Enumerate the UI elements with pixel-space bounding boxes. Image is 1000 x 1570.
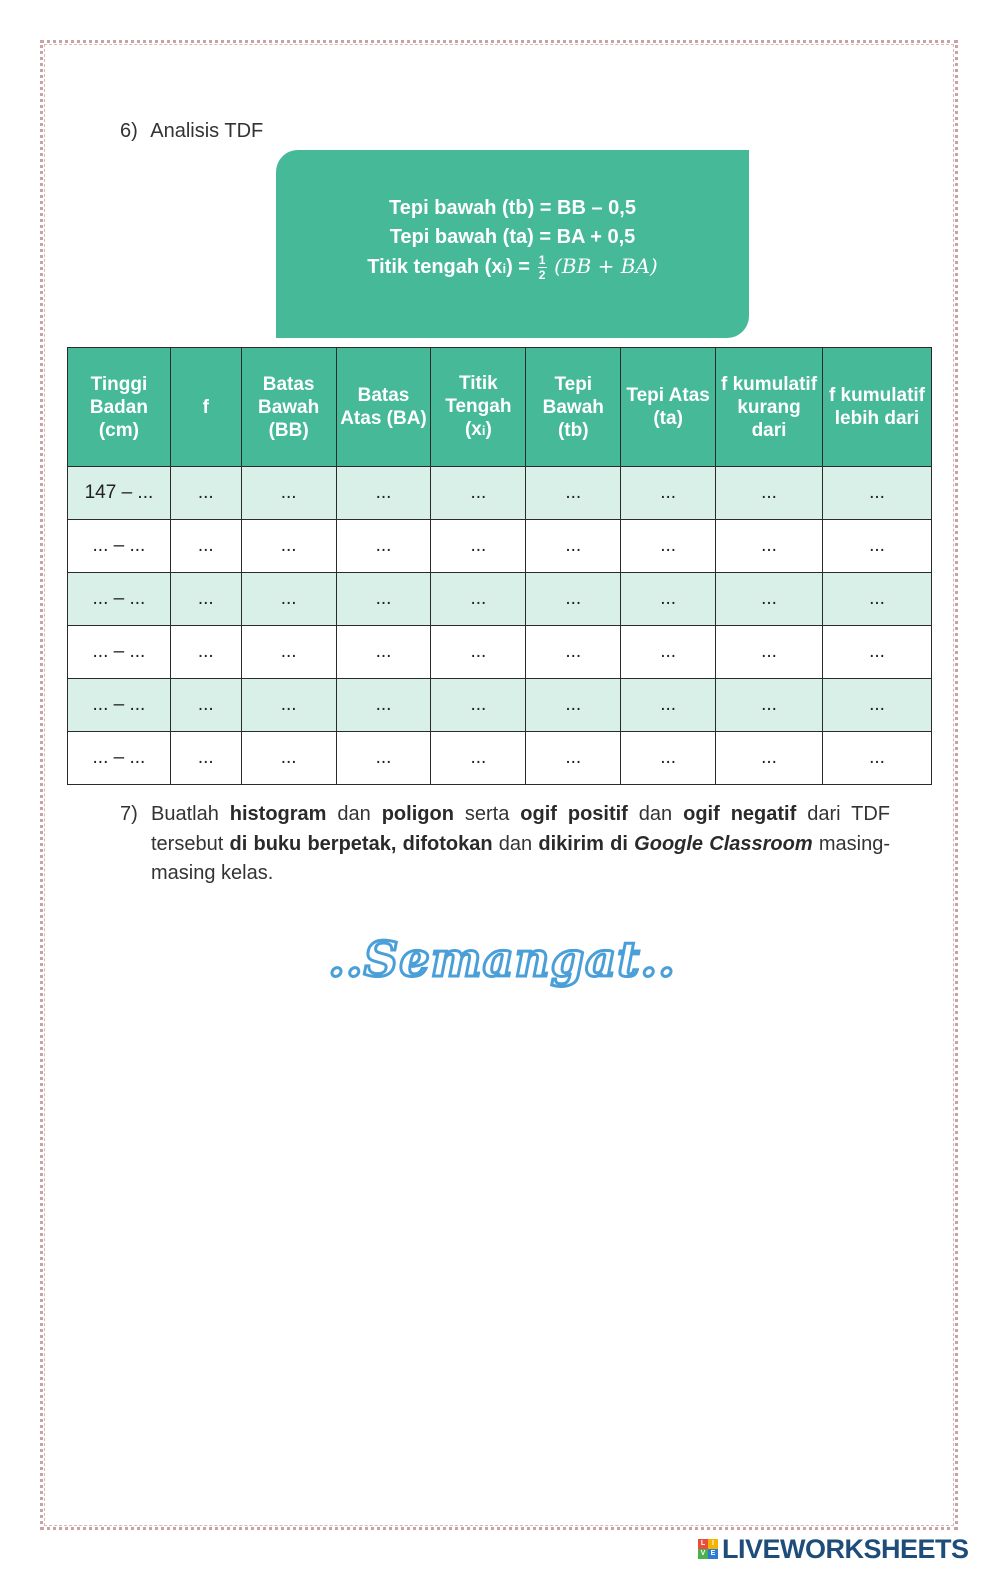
height-class-cell[interactable]: ... – ... bbox=[68, 520, 171, 573]
formula-expression: (BB + BA) bbox=[554, 254, 658, 278]
fraction-denominator: 2 bbox=[538, 268, 546, 283]
liveworksheets-logo bbox=[698, 1534, 969, 1564]
formula-titik-tengah-label: Titik tengah (x bbox=[367, 256, 503, 278]
answer-cell[interactable]: ... bbox=[431, 626, 526, 679]
answer-cell[interactable]: ... bbox=[431, 573, 526, 626]
answer-cell[interactable]: ... bbox=[716, 520, 823, 573]
column-header: Titik Tengah (xi) bbox=[431, 348, 526, 467]
answer-cell[interactable]: ... bbox=[241, 520, 336, 573]
column-header: Batas Atas (BA) bbox=[336, 348, 431, 467]
column-header: Batas Bawah (BB) bbox=[241, 348, 336, 467]
liveworksheets-logo-text: LIVEWORKSHEETS bbox=[722, 1533, 969, 1564]
section-6-number: 6) bbox=[120, 120, 138, 142]
logo-icon-letter: E bbox=[708, 1549, 718, 1559]
answer-cell[interactable]: ... bbox=[431, 467, 526, 520]
table-header-row bbox=[68, 348, 932, 467]
column-header: Tepi Atas (ta) bbox=[621, 348, 716, 467]
answer-cell[interactable]: ... bbox=[336, 573, 431, 626]
formula-box bbox=[276, 150, 749, 338]
answer-cell[interactable]: ... bbox=[170, 573, 241, 626]
answer-cell[interactable]: ... bbox=[526, 467, 621, 520]
section-6-title: Analisis TDF bbox=[150, 120, 264, 142]
logo-icon-letter: V bbox=[698, 1549, 708, 1559]
answer-cell[interactable]: ... bbox=[822, 679, 931, 732]
answer-cell[interactable]: ... bbox=[822, 732, 931, 785]
answer-cell[interactable]: ... bbox=[170, 732, 241, 785]
answer-cell[interactable]: ... bbox=[716, 626, 823, 679]
answer-cell[interactable]: ... bbox=[822, 573, 931, 626]
height-class-cell[interactable]: ... – ... bbox=[68, 626, 171, 679]
semangat-decorative-text: ..Semangat.. bbox=[328, 932, 676, 988]
table-row bbox=[68, 732, 932, 785]
answer-cell[interactable]: ... bbox=[336, 679, 431, 732]
liveworksheets-logo-icon bbox=[698, 1539, 718, 1559]
answer-cell[interactable]: ... bbox=[336, 626, 431, 679]
answer-cell[interactable]: ... bbox=[621, 573, 716, 626]
answer-cell[interactable]: ... bbox=[621, 732, 716, 785]
answer-cell[interactable]: ... bbox=[526, 520, 621, 573]
answer-cell[interactable]: ... bbox=[526, 626, 621, 679]
table-row bbox=[68, 573, 932, 626]
answer-cell[interactable]: ... bbox=[716, 467, 823, 520]
answer-cell[interactable]: ... bbox=[241, 467, 336, 520]
answer-cell[interactable]: ... bbox=[431, 679, 526, 732]
answer-cell[interactable]: ... bbox=[170, 520, 241, 573]
answer-cell[interactable]: ... bbox=[170, 626, 241, 679]
section-7-text: Buatlah histogram dan poligon serta ogif positif dan ogif negatif dari TDF tersebut di buku berpetak, difotokan dan dikirim di Google Classroom masing-masing kelas. bbox=[151, 803, 891, 884]
section-7-number: 7) bbox=[120, 803, 138, 825]
formula-tepi-atas: Tepi bawah (ta) = BA + 0,5 bbox=[389, 226, 636, 248]
answer-cell[interactable]: ... bbox=[526, 573, 621, 626]
answer-cell[interactable]: ... bbox=[621, 679, 716, 732]
answer-cell[interactable]: ... bbox=[526, 679, 621, 732]
column-header: Tinggi Badan (cm) bbox=[68, 348, 171, 467]
table-row bbox=[68, 520, 932, 573]
table-row bbox=[68, 626, 932, 679]
answer-cell[interactable]: ... bbox=[241, 679, 336, 732]
logo-icon-letter: I bbox=[708, 1539, 718, 1549]
formula-titik-tengah bbox=[276, 252, 749, 283]
answer-cell[interactable]: ... bbox=[822, 520, 931, 573]
section-7-instruction bbox=[120, 800, 890, 889]
formula-equals: ) = bbox=[506, 256, 536, 278]
formula-subscript: i bbox=[502, 261, 507, 276]
answer-cell[interactable]: ... bbox=[241, 573, 336, 626]
answer-cell[interactable]: ... bbox=[621, 467, 716, 520]
answer-cell[interactable]: ... bbox=[822, 626, 931, 679]
answer-cell[interactable]: ... bbox=[526, 732, 621, 785]
logo-icon-letter: L bbox=[698, 1539, 708, 1549]
table-row bbox=[68, 467, 932, 520]
fraction-one-half bbox=[538, 254, 547, 281]
answer-cell[interactable]: ... bbox=[716, 732, 823, 785]
answer-cell[interactable]: ... bbox=[170, 679, 241, 732]
formula-tepi-bawah: Tepi bawah (tb) = BB – 0,5 bbox=[389, 197, 636, 219]
answer-cell[interactable]: ... bbox=[716, 679, 823, 732]
height-class-cell[interactable]: ... – ... bbox=[68, 573, 171, 626]
answer-cell[interactable]: ... bbox=[431, 520, 526, 573]
height-class-cell: 147 – ... bbox=[68, 467, 171, 520]
height-class-cell[interactable]: ... – ... bbox=[68, 679, 171, 732]
answer-cell[interactable]: ... bbox=[170, 467, 241, 520]
column-header: Tepi Bawah (tb) bbox=[526, 348, 621, 467]
answer-cell[interactable]: ... bbox=[431, 732, 526, 785]
answer-cell[interactable]: ... bbox=[241, 732, 336, 785]
column-header: f kumulatif kurang dari bbox=[716, 348, 823, 467]
answer-cell[interactable]: ... bbox=[621, 520, 716, 573]
answer-cell[interactable]: ... bbox=[241, 626, 336, 679]
fraction-numerator: 1 bbox=[538, 253, 546, 268]
answer-cell[interactable]: ... bbox=[822, 467, 931, 520]
answer-cell[interactable]: ... bbox=[621, 626, 716, 679]
tdf-table bbox=[67, 347, 932, 785]
section-6-heading bbox=[120, 120, 263, 143]
answer-cell[interactable]: ... bbox=[336, 732, 431, 785]
column-header: f kumulatif lebih dari bbox=[822, 348, 931, 467]
answer-cell[interactable]: ... bbox=[336, 467, 431, 520]
answer-cell[interactable]: ... bbox=[716, 573, 823, 626]
column-header: f bbox=[170, 348, 241, 467]
table-row bbox=[68, 679, 932, 732]
height-class-cell[interactable]: ... – ... bbox=[68, 732, 171, 785]
answer-cell[interactable]: ... bbox=[336, 520, 431, 573]
